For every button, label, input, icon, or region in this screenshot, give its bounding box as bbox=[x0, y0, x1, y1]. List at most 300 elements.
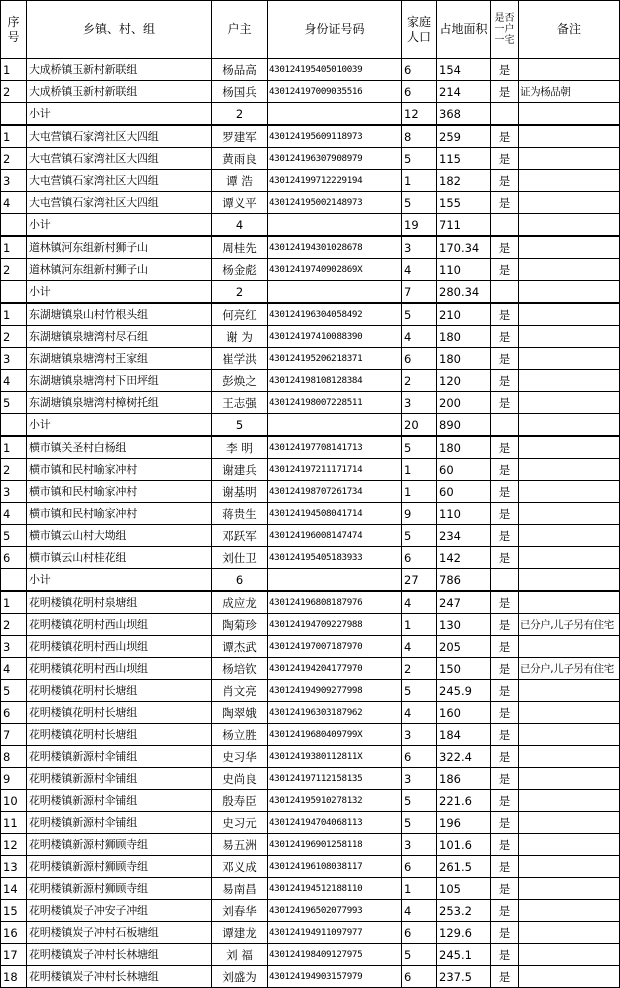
cell-note bbox=[519, 214, 620, 237]
table-row bbox=[1, 303, 620, 326]
cell-id-number bbox=[268, 414, 402, 437]
cell-id-number: 43012419680409799X bbox=[268, 724, 402, 746]
cell-area: 368 bbox=[437, 103, 491, 126]
table-row bbox=[1, 614, 620, 636]
cell-town: 花明楼镇新源村狮顾寺组 bbox=[27, 878, 212, 900]
cell-id-number: 430124197112158135 bbox=[268, 768, 402, 790]
cell-seq: 6 bbox=[1, 702, 27, 724]
cell-note bbox=[519, 459, 620, 481]
cell-note bbox=[519, 59, 620, 81]
cell-town: 横市镇云山村桂花组 bbox=[27, 547, 212, 569]
cell-family-size: 6 bbox=[402, 547, 437, 569]
cell-one-house: 是 bbox=[491, 680, 519, 702]
cell-note bbox=[519, 790, 620, 812]
cell-seq bbox=[1, 569, 27, 592]
table-row bbox=[1, 459, 620, 481]
cell-town: 花明楼镇花明村西山坝组 bbox=[27, 614, 212, 636]
cell-seq bbox=[1, 103, 27, 126]
cell-householder: 李 明 bbox=[212, 436, 268, 459]
cell-note bbox=[519, 746, 620, 768]
table-row bbox=[1, 922, 620, 944]
cell-householder: 崔学洪 bbox=[212, 348, 268, 370]
cell-note bbox=[519, 591, 620, 614]
cell-id-number: 430124197009035516 bbox=[268, 81, 402, 103]
cell-area: 101.6 bbox=[437, 834, 491, 856]
cell-family-size: 4 bbox=[402, 900, 437, 922]
cell-householder: 史尚良 bbox=[212, 768, 268, 790]
cell-seq: 2 bbox=[1, 148, 27, 170]
cell-area: 170.34 bbox=[437, 236, 491, 259]
cell-seq: 18 bbox=[1, 966, 27, 988]
cell-note bbox=[519, 103, 620, 126]
cell-note bbox=[519, 125, 620, 148]
cell-id-number: 430124196901258118 bbox=[268, 834, 402, 856]
cell-one-house bbox=[491, 281, 519, 304]
cell-family-size: 6 bbox=[402, 81, 437, 103]
table-row bbox=[1, 790, 620, 812]
cell-town: 小计 bbox=[27, 281, 212, 304]
cell-family-size: 5 bbox=[402, 192, 437, 214]
cell-id-number: 430124194911097977 bbox=[268, 922, 402, 944]
cell-note bbox=[519, 922, 620, 944]
cell-area: 322.4 bbox=[437, 746, 491, 768]
cell-id-number: 430124196502077993 bbox=[268, 900, 402, 922]
cell-seq: 15 bbox=[1, 900, 27, 922]
cell-note bbox=[519, 503, 620, 525]
cell-id-number: 430124197708141713 bbox=[268, 436, 402, 459]
cell-householder: 6 bbox=[212, 569, 268, 592]
subtotal-row bbox=[1, 281, 620, 304]
cell-id-number: 430124195002148973 bbox=[268, 192, 402, 214]
table-row bbox=[1, 878, 620, 900]
cell-seq: 3 bbox=[1, 170, 27, 192]
cell-seq: 4 bbox=[1, 658, 27, 680]
cell-householder: 周桂先 bbox=[212, 236, 268, 259]
cell-one-house bbox=[491, 103, 519, 126]
cell-note bbox=[519, 326, 620, 348]
cell-one-house: 是 bbox=[491, 503, 519, 525]
cell-note bbox=[519, 303, 620, 326]
cell-family-size: 6 bbox=[402, 746, 437, 768]
cell-area: 110 bbox=[437, 259, 491, 281]
cell-one-house: 是 bbox=[491, 348, 519, 370]
cell-area: 237.5 bbox=[437, 966, 491, 988]
cell-town: 花明楼镇花明村长塘组 bbox=[27, 680, 212, 702]
cell-seq: 1 bbox=[1, 125, 27, 148]
cell-area: 245.9 bbox=[437, 680, 491, 702]
cell-householder: 谢基明 bbox=[212, 481, 268, 503]
cell-householder: 刘仕卫 bbox=[212, 547, 268, 569]
cell-town: 花明楼镇花明村长塘组 bbox=[27, 702, 212, 724]
cell-one-house: 是 bbox=[491, 834, 519, 856]
table-row bbox=[1, 812, 620, 834]
cell-householder: 谭义平 bbox=[212, 192, 268, 214]
cell-town: 花明楼镇花明村西山坝组 bbox=[27, 636, 212, 658]
cell-householder: 谢建兵 bbox=[212, 459, 268, 481]
cell-one-house: 是 bbox=[491, 944, 519, 966]
cell-householder: 谭 浩 bbox=[212, 170, 268, 192]
cell-id-number: 430124194512188110 bbox=[268, 878, 402, 900]
cell-id-number: 430124195405183933 bbox=[268, 547, 402, 569]
cell-town: 花明楼镇花明村西山坝组 bbox=[27, 658, 212, 680]
cell-id-number: 430124198409127975 bbox=[268, 944, 402, 966]
cell-seq: 13 bbox=[1, 856, 27, 878]
cell-town: 花明楼镇新源村伞铺组 bbox=[27, 746, 212, 768]
cell-one-house: 是 bbox=[491, 392, 519, 414]
table-row bbox=[1, 547, 620, 569]
table-row bbox=[1, 481, 620, 503]
cell-one-house: 是 bbox=[491, 812, 519, 834]
cell-area: 234 bbox=[437, 525, 491, 547]
cell-town: 花明楼镇花明村长塘组 bbox=[27, 724, 212, 746]
cell-householder: 杨品高 bbox=[212, 59, 268, 81]
cell-family-size: 4 bbox=[402, 591, 437, 614]
table-row bbox=[1, 591, 620, 614]
cell-town: 东湖塘镇泉塘湾村下田坪组 bbox=[27, 370, 212, 392]
cell-note bbox=[519, 436, 620, 459]
cell-householder: 谭建龙 bbox=[212, 922, 268, 944]
cell-id-number: 430124194508041714 bbox=[268, 503, 402, 525]
cell-householder: 4 bbox=[212, 214, 268, 237]
cell-note bbox=[519, 414, 620, 437]
cell-area: 120 bbox=[437, 370, 491, 392]
cell-family-size: 5 bbox=[402, 812, 437, 834]
cell-one-house bbox=[491, 214, 519, 237]
table-row bbox=[1, 326, 620, 348]
header-area: 占地面积 bbox=[437, 1, 491, 59]
table-row bbox=[1, 348, 620, 370]
cell-note bbox=[519, 812, 620, 834]
cell-id-number: 430124196303187962 bbox=[268, 702, 402, 724]
cell-id-number: 430124199712229194 bbox=[268, 170, 402, 192]
cell-one-house: 是 bbox=[491, 303, 519, 326]
table-row bbox=[1, 259, 620, 281]
cell-seq: 5 bbox=[1, 680, 27, 702]
cell-seq: 1 bbox=[1, 236, 27, 259]
cell-note: 已分户,儿子另有住宅 bbox=[519, 658, 620, 680]
cell-one-house: 是 bbox=[491, 614, 519, 636]
cell-note bbox=[519, 900, 620, 922]
cell-seq: 3 bbox=[1, 636, 27, 658]
cell-one-house: 是 bbox=[491, 259, 519, 281]
cell-id-number: 430124197410088390 bbox=[268, 326, 402, 348]
cell-one-house: 是 bbox=[491, 636, 519, 658]
cell-id-number: 430124194709227988 bbox=[268, 614, 402, 636]
header-note: 备注 bbox=[519, 1, 620, 59]
cell-one-house: 是 bbox=[491, 591, 519, 614]
cell-family-size: 20 bbox=[402, 414, 437, 437]
cell-one-house: 是 bbox=[491, 900, 519, 922]
cell-householder: 2 bbox=[212, 281, 268, 304]
header-family-size: 家庭人口 bbox=[402, 1, 437, 59]
cell-note bbox=[519, 259, 620, 281]
cell-area: 200 bbox=[437, 392, 491, 414]
cell-seq bbox=[1, 214, 27, 237]
table-row bbox=[1, 192, 620, 214]
cell-one-house: 是 bbox=[491, 170, 519, 192]
cell-one-house: 是 bbox=[491, 326, 519, 348]
cell-householder: 杨国兵 bbox=[212, 81, 268, 103]
cell-family-size: 3 bbox=[402, 834, 437, 856]
cell-area: 129.6 bbox=[437, 922, 491, 944]
cell-one-house: 是 bbox=[491, 922, 519, 944]
cell-area: 261.5 bbox=[437, 856, 491, 878]
cell-id-number bbox=[268, 281, 402, 304]
cell-family-size: 6 bbox=[402, 966, 437, 988]
cell-family-size: 5 bbox=[402, 436, 437, 459]
cell-seq: 1 bbox=[1, 591, 27, 614]
cell-family-size: 3 bbox=[402, 236, 437, 259]
cell-family-size: 3 bbox=[402, 768, 437, 790]
cell-family-size: 7 bbox=[402, 281, 437, 304]
cell-family-size: 5 bbox=[402, 680, 437, 702]
cell-town: 花明楼镇炭子冲村长林塘组 bbox=[27, 966, 212, 988]
cell-id-number bbox=[268, 569, 402, 592]
cell-family-size: 4 bbox=[402, 326, 437, 348]
cell-family-size: 27 bbox=[402, 569, 437, 592]
cell-town: 大屯营镇石家湾社区大四组 bbox=[27, 148, 212, 170]
cell-one-house: 是 bbox=[491, 702, 519, 724]
cell-one-house: 是 bbox=[491, 459, 519, 481]
cell-seq: 6 bbox=[1, 547, 27, 569]
cell-area: 182 bbox=[437, 170, 491, 192]
cell-note bbox=[519, 370, 620, 392]
subtotal-row bbox=[1, 414, 620, 437]
cell-one-house bbox=[491, 414, 519, 437]
cell-id-number: 430124194704068113 bbox=[268, 812, 402, 834]
cell-note bbox=[519, 170, 620, 192]
cell-householder: 杨培钦 bbox=[212, 658, 268, 680]
cell-note bbox=[519, 547, 620, 569]
table-row bbox=[1, 636, 620, 658]
table-row bbox=[1, 503, 620, 525]
cell-family-size: 6 bbox=[402, 348, 437, 370]
cell-family-size: 1 bbox=[402, 170, 437, 192]
cell-family-size: 6 bbox=[402, 922, 437, 944]
cell-id-number bbox=[268, 103, 402, 126]
cell-householder: 肖文亮 bbox=[212, 680, 268, 702]
cell-note bbox=[519, 348, 620, 370]
cell-area: 115 bbox=[437, 148, 491, 170]
cell-householder: 史习华 bbox=[212, 746, 268, 768]
cell-seq: 2 bbox=[1, 259, 27, 281]
cell-note bbox=[519, 636, 620, 658]
cell-family-size: 12 bbox=[402, 103, 437, 126]
table-row bbox=[1, 525, 620, 547]
cell-family-size: 3 bbox=[402, 724, 437, 746]
cell-seq: 9 bbox=[1, 768, 27, 790]
cell-id-number: 430124196307908979 bbox=[268, 148, 402, 170]
cell-town: 花明楼镇新源村伞铺组 bbox=[27, 768, 212, 790]
cell-note bbox=[519, 192, 620, 214]
cell-family-size: 1 bbox=[402, 459, 437, 481]
cell-id-number: 430124198007228511 bbox=[268, 392, 402, 414]
cell-town: 东湖塘镇泉塘湾村尽石组 bbox=[27, 326, 212, 348]
cell-id-number: 430124197007187970 bbox=[268, 636, 402, 658]
cell-householder: 蒋贵生 bbox=[212, 503, 268, 525]
cell-family-size: 5 bbox=[402, 790, 437, 812]
cell-householder: 邓义成 bbox=[212, 856, 268, 878]
cell-area: 196 bbox=[437, 812, 491, 834]
cell-area: 205 bbox=[437, 636, 491, 658]
cell-town: 花明楼镇新源村狮顾寺组 bbox=[27, 834, 212, 856]
cell-note bbox=[519, 525, 620, 547]
cell-one-house: 是 bbox=[491, 236, 519, 259]
cell-area: 786 bbox=[437, 569, 491, 592]
cell-family-size: 1 bbox=[402, 481, 437, 503]
cell-one-house: 是 bbox=[491, 746, 519, 768]
cell-householder: 刘 福 bbox=[212, 944, 268, 966]
cell-area: 890 bbox=[437, 414, 491, 437]
cell-seq: 1 bbox=[1, 59, 27, 81]
cell-one-house: 是 bbox=[491, 436, 519, 459]
table-row bbox=[1, 680, 620, 702]
table-row bbox=[1, 900, 620, 922]
cell-id-number: 430124194204177970 bbox=[268, 658, 402, 680]
cell-seq: 12 bbox=[1, 834, 27, 856]
cell-family-size: 5 bbox=[402, 148, 437, 170]
cell-town: 小计 bbox=[27, 214, 212, 237]
cell-town: 大成桥镇玉新村新联组 bbox=[27, 59, 212, 81]
table-row bbox=[1, 768, 620, 790]
cell-town: 花明楼镇花明村泉塘组 bbox=[27, 591, 212, 614]
cell-seq: 17 bbox=[1, 944, 27, 966]
header-id-number: 身份证号码 bbox=[268, 1, 402, 59]
cell-householder: 杨金彪 bbox=[212, 259, 268, 281]
cell-town: 大屯营镇石家湾社区大四组 bbox=[27, 125, 212, 148]
table-row bbox=[1, 436, 620, 459]
cell-area: 259 bbox=[437, 125, 491, 148]
cell-seq: 2 bbox=[1, 81, 27, 103]
table-row bbox=[1, 170, 620, 192]
cell-seq: 3 bbox=[1, 348, 27, 370]
cell-seq: 11 bbox=[1, 812, 27, 834]
cell-id-number: 430124198707261734 bbox=[268, 481, 402, 503]
cell-town: 东湖塘镇泉塘湾村樟树托组 bbox=[27, 392, 212, 414]
cell-note bbox=[519, 856, 620, 878]
subtotal-row bbox=[1, 103, 620, 126]
cell-town: 横市镇和民村喻家冲村 bbox=[27, 459, 212, 481]
cell-seq: 4 bbox=[1, 503, 27, 525]
cell-family-size: 6 bbox=[402, 59, 437, 81]
cell-family-size: 2 bbox=[402, 658, 437, 680]
cell-householder: 殷寿臣 bbox=[212, 790, 268, 812]
cell-householder: 史习元 bbox=[212, 812, 268, 834]
header-row bbox=[1, 1, 620, 59]
cell-householder: 何亮红 bbox=[212, 303, 268, 326]
cell-town: 小计 bbox=[27, 103, 212, 126]
cell-note bbox=[519, 878, 620, 900]
table-row bbox=[1, 236, 620, 259]
cell-note bbox=[519, 834, 620, 856]
table-row bbox=[1, 59, 620, 81]
cell-one-house: 是 bbox=[491, 856, 519, 878]
cell-area: 150 bbox=[437, 658, 491, 680]
cell-id-number: 430124195405010039 bbox=[268, 59, 402, 81]
cell-town: 大成桥镇玉新村新联组 bbox=[27, 81, 212, 103]
cell-family-size: 1 bbox=[402, 878, 437, 900]
cell-town: 横市镇关圣村白杨组 bbox=[27, 436, 212, 459]
cell-town: 东湖塘镇泉山村竹根头组 bbox=[27, 303, 212, 326]
cell-seq: 16 bbox=[1, 922, 27, 944]
cell-note bbox=[519, 966, 620, 988]
cell-seq: 7 bbox=[1, 724, 27, 746]
cell-town: 花明楼镇炭子冲安子冲组 bbox=[27, 900, 212, 922]
cell-family-size: 9 bbox=[402, 503, 437, 525]
cell-note bbox=[519, 392, 620, 414]
table-row bbox=[1, 856, 620, 878]
header-one-house: 是否一户一宅 bbox=[491, 1, 519, 59]
cell-one-house: 是 bbox=[491, 481, 519, 503]
cell-area: 280.34 bbox=[437, 281, 491, 304]
cell-area: 711 bbox=[437, 214, 491, 237]
cell-householder: 邓跃军 bbox=[212, 525, 268, 547]
cell-family-size: 5 bbox=[402, 525, 437, 547]
cell-area: 247 bbox=[437, 591, 491, 614]
cell-area: 210 bbox=[437, 303, 491, 326]
cell-family-size: 5 bbox=[402, 944, 437, 966]
cell-seq: 2 bbox=[1, 614, 27, 636]
cell-one-house bbox=[491, 569, 519, 592]
cell-area: 186 bbox=[437, 768, 491, 790]
cell-family-size: 19 bbox=[402, 214, 437, 237]
cell-family-size: 4 bbox=[402, 259, 437, 281]
cell-one-house: 是 bbox=[491, 370, 519, 392]
cell-area: 105 bbox=[437, 878, 491, 900]
cell-seq: 1 bbox=[1, 303, 27, 326]
cell-householder: 罗建军 bbox=[212, 125, 268, 148]
cell-area: 60 bbox=[437, 481, 491, 503]
cell-family-size: 4 bbox=[402, 636, 437, 658]
cell-note bbox=[519, 680, 620, 702]
cell-note bbox=[519, 944, 620, 966]
header-householder: 户主 bbox=[212, 1, 268, 59]
cell-one-house: 是 bbox=[491, 966, 519, 988]
cell-area: 180 bbox=[437, 436, 491, 459]
cell-one-house: 是 bbox=[491, 790, 519, 812]
cell-family-size: 5 bbox=[402, 303, 437, 326]
table-row bbox=[1, 658, 620, 680]
cell-one-house: 是 bbox=[491, 125, 519, 148]
cell-id-number: 430124196108038117 bbox=[268, 856, 402, 878]
cell-area: 160 bbox=[437, 702, 491, 724]
cell-area: 110 bbox=[437, 503, 491, 525]
cell-id-number: 430124195206218371 bbox=[268, 348, 402, 370]
cell-note bbox=[519, 481, 620, 503]
cell-town: 道林镇河东组新村狮子山 bbox=[27, 259, 212, 281]
cell-one-house: 是 bbox=[491, 81, 519, 103]
cell-town: 小计 bbox=[27, 414, 212, 437]
cell-householder: 刘盛为 bbox=[212, 966, 268, 988]
cell-id-number: 43012419740902869X bbox=[268, 259, 402, 281]
cell-area: 245.1 bbox=[437, 944, 491, 966]
subtotal-row bbox=[1, 569, 620, 592]
cell-one-house: 是 bbox=[491, 148, 519, 170]
cell-note: 已分户,儿子另有住宅 bbox=[519, 614, 620, 636]
cell-town: 花明楼镇新源村伞铺组 bbox=[27, 812, 212, 834]
cell-note: 证为杨品朝 bbox=[519, 81, 620, 103]
cell-family-size: 4 bbox=[402, 702, 437, 724]
cell-householder: 谢 为 bbox=[212, 326, 268, 348]
cell-family-size: 1 bbox=[402, 614, 437, 636]
cell-one-house: 是 bbox=[491, 768, 519, 790]
cell-householder: 杨立胜 bbox=[212, 724, 268, 746]
table-row bbox=[1, 392, 620, 414]
cell-one-house: 是 bbox=[491, 525, 519, 547]
cell-area: 180 bbox=[437, 326, 491, 348]
cell-one-house: 是 bbox=[491, 547, 519, 569]
cell-seq bbox=[1, 414, 27, 437]
